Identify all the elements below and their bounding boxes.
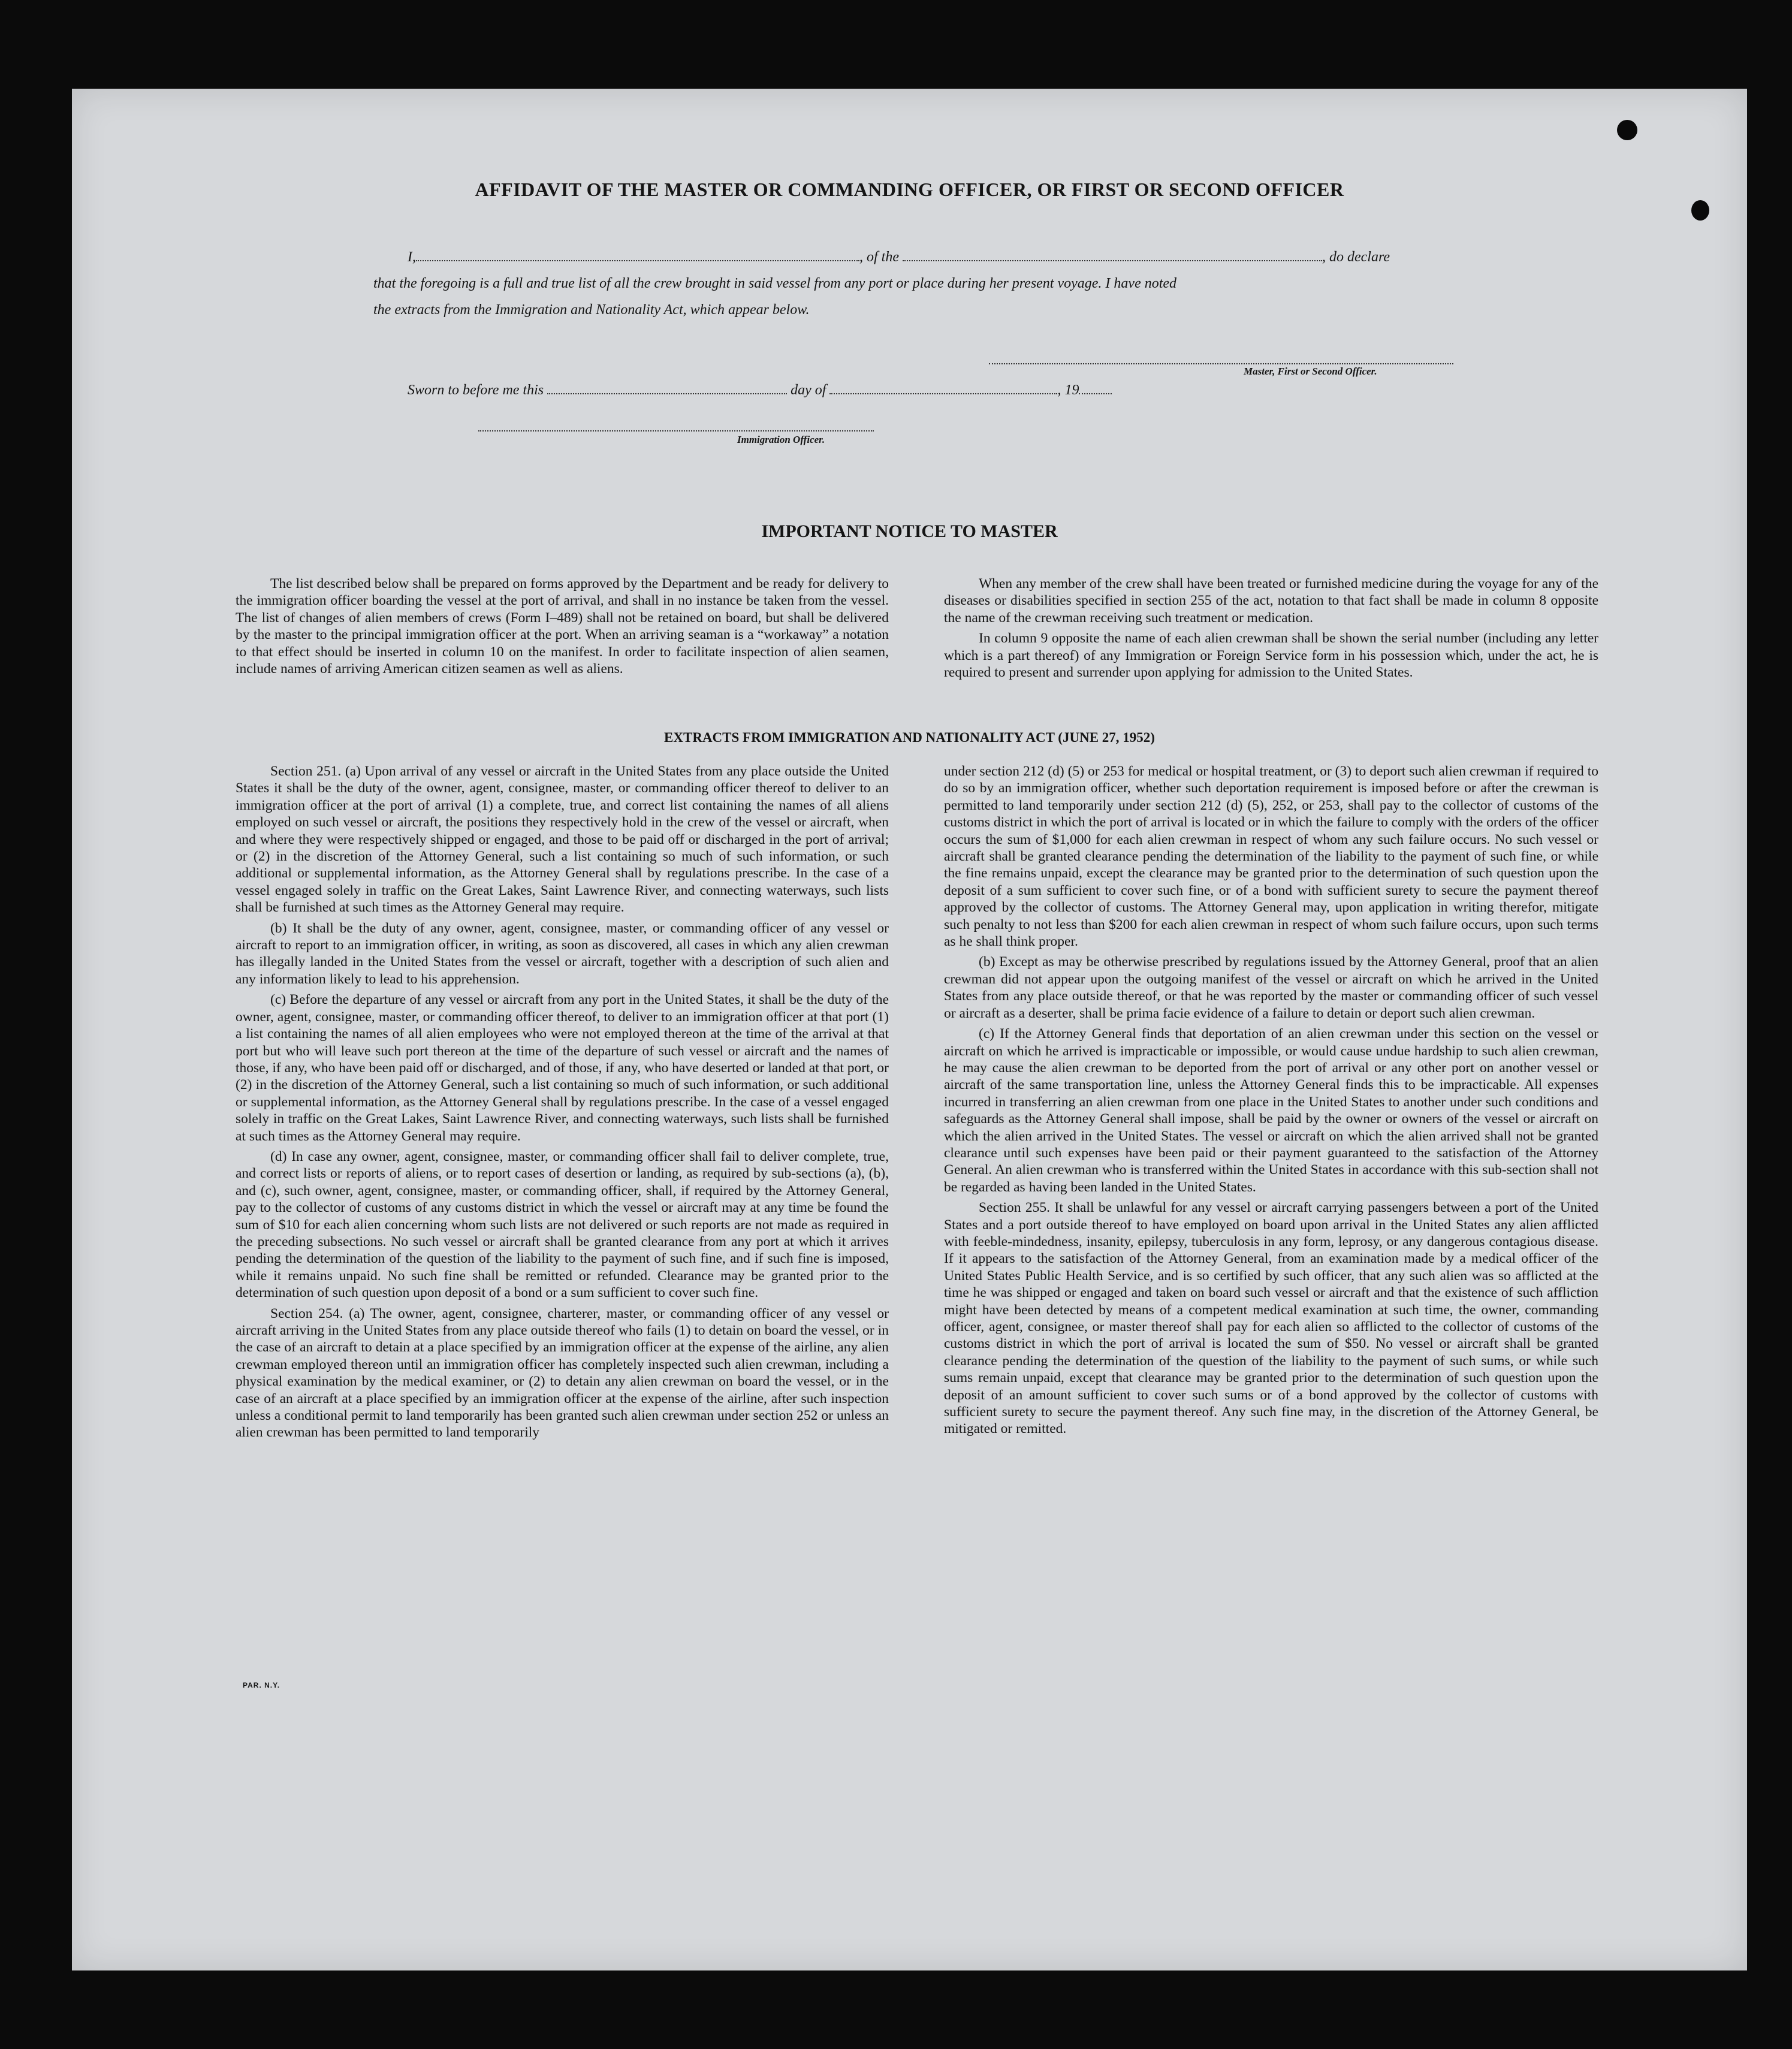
- notice-title: IMPORTANT NOTICE TO MASTER: [761, 521, 1058, 541]
- document-page: [72, 89, 1747, 1970]
- section-254-b: (b) Except as may be otherwise prescribed by regulations issued by the Attorney General, proof that an alien crewman did not appear upon the outgoing manifest of the vessel or aircraft on which he arrived in the United States from any place outside thereof, or that he was reported by the master or commanding officer of such vessel or aircraft as a deserter, shall be prima facie evidence of a failure to detain or deport such alien crewman.: [944, 954, 1598, 1021]
- notice-right-column: [944, 575, 1598, 684]
- master-signature-caption: Master, First or Second Officer.: [1244, 366, 1377, 377]
- affidavit-text-line-3: the extracts from the Immigration and Nationality Act, which appear below.: [373, 302, 810, 318]
- affidavit-i-label: I,: [408, 249, 416, 265]
- section-254-c: (c) If the Attorney General finds that deportation of an alien crewman under this section on the vessel or aircraft on which he arrived is impracticable or impossible, or would cause undue hardship to such alien crewman, he may cause the alien crewman to be deported from the port of arrival or any other port on another vessel or aircraft of the same transportation line, unless the Attorney General finds this to be impracticable. All expenses incurred in transferring an alien crewman from one place in the United States to another under such conditions and safeguards as the Attorney General shall impose, shall be paid by the owner or owners of the vessel or aircraft on which the alien arrived in the United States. The vessel or aircraft on which the alien arrived shall not be granted clearance until such expenses have been paid or their payment guaranteed to the satisfaction of the Attorney General. An alien crewman who is transferred within the United States in accordance with this sub-section shall not be regarded as having been landed in the United States.: [944, 1026, 1598, 1195]
- affidavit-of-the-label: , of the: [859, 249, 899, 265]
- section-251-d: (d) In case any owner, agent, consignee, master, or commanding officer shall fail to deliver complete, true, and correct lists or reports of aliens, or to report cases of desertion or landing, as required by sub-sections (a), (b), and (c), such owner, agent, consignee, master, or commanding officer, shall, if required by the Attorney General, pay to the collector of customs of any customs district in which the vessel or aircraft may at any time be found the sum of $10 for each alien concerning whom such lists are not delivered or such reports are not made as required in the preceding subsections. No such vessel or aircraft shall be granted clearance from any port at which it arrives pending the determination of the question of the liability to the payment of such fine, and if such fine is imposed, while it remains unpaid. No such fine shall be remitted or refunded. Clearance may be granted prior to the determination of such question upon deposit of a bond or a sum sufficient to cover such fine.: [236, 1148, 889, 1301]
- sworn-year-blank[interactable]: [1079, 393, 1112, 394]
- day-of-label: day of: [791, 382, 826, 398]
- year-label: , 19: [1057, 382, 1079, 398]
- master-signature-line[interactable]: [989, 363, 1453, 364]
- vessel-blank[interactable]: [903, 259, 1322, 261]
- notice-right-paragraph-1: When any member of the crew shall have been treated or furnished medicine during the voyage for any of the diseases or disabilities specified in section 255 of the act, notation to that fact shall be made in column 8 opposite the name of the crewman receiving such treatment or medication.: [944, 576, 1598, 626]
- notice-left-column: [236, 575, 889, 681]
- extracts-title: EXTRACTS FROM IMMIGRATION AND NATIONALITY ACT (JUNE 27, 1952): [664, 730, 1155, 745]
- section-254-a: Section 254. (a) The owner, agent, consignee, charterer, master, or commanding officer of any vessel or aircraft arriving in the United States from any place outside thereof who fails (1) to detain on board the vessel, or in the case of an aircraft to detain at a place specified by an immigration officer at the expense of the airline, any alien crewman employed thereon until an immigration officer has completely inspected such alien crewman, including a physical examination by the medical examiner, or (2) to detain any alien crewman on board the vessel, or in the case of an aircraft at a place specified by an immigration officer at the expense of the airline, after such inspection unless a conditional permit to land temporarily has been granted such alien crewman under section 252 or unless an alien crewman has been permitted to land temporarily: [236, 1305, 889, 1441]
- printer-mark: PAR. N.Y.: [243, 1681, 280, 1689]
- section-251-a: Section 251. (a) Upon arrival of any vessel or aircraft in the United States from any place outside the United States it shall be the duty of the owner, agent, consignee, master, or commanding officer thereof to deliver to an immigration officer at the port of arrival (1) a complete, true, and correct list containing the names of all aliens employed on such vessel or aircraft, the positions they respectively hold in the crew of the vessel or aircraft, when and where they were respectively shipped or engaged, and those to be paid off or discharged in the port of arrival; or (2) in the discretion of the Attorney General, such a list containing so much of such information, or such additional or supplemental information, as the Attorney General shall by regulations prescribe. In the case of a vessel engaged solely in traffic on the Great Lakes, Saint Lawrence River, and connecting waterways, such lists shall be furnished at such times as the Attorney General may require.: [236, 764, 889, 916]
- name-blank[interactable]: [416, 259, 859, 261]
- affidavit-declaration-line: [408, 249, 1390, 265]
- immigration-officer-caption: Immigration Officer.: [737, 434, 825, 445]
- section-251-b: (b) It shall be the duty of any owner, agent, consignee, master, or commanding officer of any vessel or aircraft to report to an immigration officer, in writing, as soon as discovered, all cases in which any alien crewman has illegally landed in the United States from the vessel or aircraft, together with a description of such alien and any information likely to lead to his apprehension.: [236, 920, 889, 987]
- affidavit-text-line-2: that the foregoing is a full and true list of all the crew brought in said vessel from any port or place during her present voyage. I have noted: [373, 276, 1177, 291]
- section-254-a-continued: under section 212 (d) (5) or 253 for medical or hospital treatment, or (3) to deport such alien crewman if required to do so by an immigration officer, whether such deportation requirement is imposed before or after the crewman is permitted to land temporarily under section 212 (d) (5), 252, or 253, shall pay to the collector of customs of the customs district in which the port of arrival is located or in which the failure to comply with the orders of the officer occurs the sum of $1,000 for each alien crewman in respect of whom any such failure occurs. No such vessel or aircraft shall be granted clearance pending the determination of the liability to the payment of such fine, or while the fine remains unpaid, except the clearance may be granted prior to the determination of such question upon the deposit of a sum sufficient to cover such fine, or of a bond with sufficient surety to secure the payment thereof approved by the collector of customs. The Attorney General may, upon application in writing therefor, mitigate such penalty to not less than $200 for each alien crewman in respect of whom such failure occurs, upon such terms as he shall think proper.: [944, 764, 1599, 950]
- notice-left-paragraph: The list described below shall be prepared on forms approved by the Department and be ready for delivery to the immigration officer boarding the vessel at the port of arrival, and shall in no instance be taken from the vessel. The list of changes of alien members of crews (Form I–489) shall not be retained on board, but shall be delivered by the master to the principal immigration officer at the port. When an arriving seaman is a “workaway” a notation to that effect should be inserted in column 10 on the manifest. In order to facilitate inspection of alien seamen, include names of arriving American citizen seamen as well as aliens.: [236, 576, 889, 677]
- sworn-label: Sworn to before me this: [408, 382, 544, 398]
- sworn-month-blank[interactable]: [829, 393, 1057, 394]
- ink-blot: [1691, 200, 1709, 221]
- ink-blot: [1617, 120, 1637, 140]
- sworn-line: [408, 382, 1112, 399]
- affidavit-title: AFFIDAVIT OF THE MASTER OR COMMANDING OFFICER, OR FIRST OR SECOND OFFICER: [475, 179, 1344, 200]
- notice-right-paragraph-2: In column 9 opposite the name of each alien crewman shall be shown the serial number (including any letter which is a part thereof) of any Immigration or Foreign Service form in his possession which, under the act, he is required to present and surrender upon applying for admission to the United States.: [944, 630, 1598, 681]
- immigration-officer-signature-line[interactable]: [478, 430, 874, 431]
- section-251-c: (c) Before the departure of any vessel or aircraft from any port in the United States, it shall be the duty of the owner, agent, consignee, master, or commanding officer thereof, to deliver to an immigration officer at that port (1) a list containing the names of all alien employees who were not employed thereon at the time of the arrival at that port but who will leave such port thereon at the time of the departure of such vessel or aircraft and the names of those, if any, who have been paid off or discharged, and of those, if any, who have deserted or landed at that port, or (2) in the discretion of the Attorney General, such a list containing so much of such information, or such additional or supplemental information, as the Attorney General shall by regulations prescribe. In the case of a vessel engaged solely in traffic on the Great Lakes, Saint Lawrence River, and connecting waterways, such lists shall be furnished at such times as the Attorney General may require.: [236, 992, 889, 1144]
- extracts-right-column: [944, 763, 1598, 1441]
- extracts-left-column: [236, 763, 889, 1445]
- sworn-day-blank[interactable]: [547, 393, 787, 394]
- affidavit-do-declare-label: , do declare: [1322, 249, 1390, 265]
- section-255: Section 255. It shall be unlawful for any vessel or aircraft carrying passengers between a port of the United States and a port outside thereof to have employed on board upon arrival in the United States any alien afflicted with feeble-mindedness, insanity, epilepsy, tuberculosis in any form, leprosy, or any dangerous contagious disease. If it appears to the satisfaction of the Attorney General, from an examination made by a medical officer of the United States Public Health Service, and is so certified by such officer, that any such alien was so afflicted at the time he was shipped or engaged and taken on board such vessel or aircraft and that the existence of such affliction might have been detected by means of a competent medical examination at such time, the owner, commanding officer, agent, consignee, or master thereof shall pay for each alien so afflicted to the collector of customs of the customs district in which the port of arrival is located the sum of $50. No vessel or aircraft shall be granted clearance pending the determination of the question of the liability to the payment of such sums, or while such sums remain unpaid, except that clearance may be granted prior to the determination of such question upon the deposit of an amount sufficient to cover such sums or of a bond approved by the collector of customs with sufficient surety to secure the payment thereof. Any such fine may, in the discretion of the Attorney General, be mitigated or remitted.: [944, 1200, 1598, 1437]
